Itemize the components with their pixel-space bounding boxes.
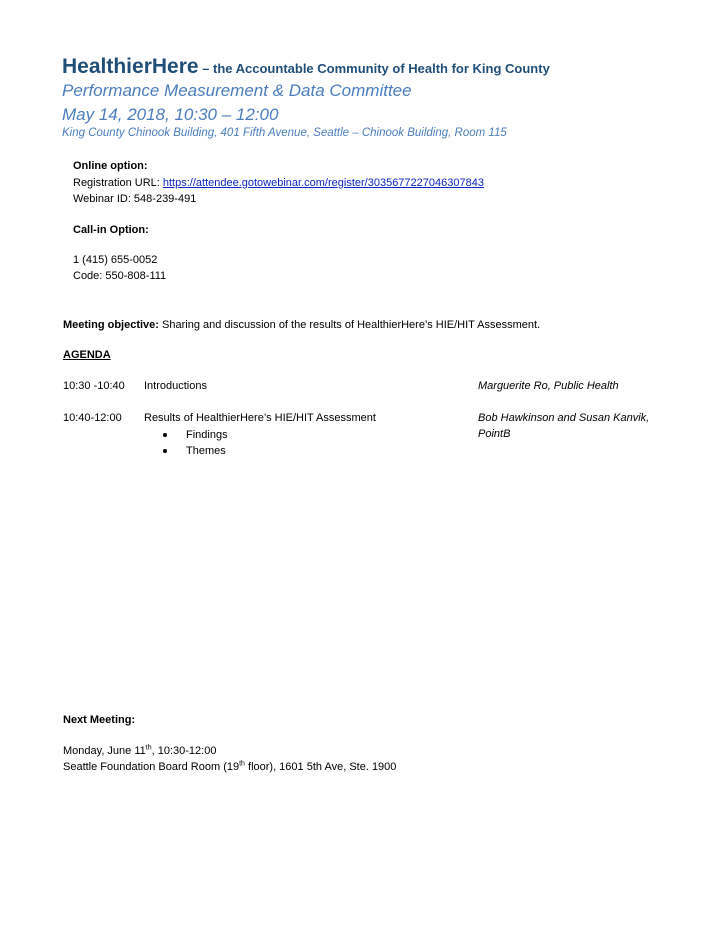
agenda-subitem: Themes	[186, 445, 226, 457]
registration-url-link[interactable]: https://attendee.gotowebinar.com/register/3035677227046307843	[162, 177, 484, 189]
next-meeting-date	[63, 744, 216, 758]
committee-name: Performance Measurement & Data Committee	[62, 81, 412, 100]
registration-line	[73, 176, 484, 190]
agenda-heading: AGENDA	[63, 349, 111, 361]
meeting-datetime: May 14, 2018, 10:30 – 12:00	[62, 105, 279, 124]
meeting-objective	[63, 318, 540, 332]
registration-label: Registration URL:	[73, 177, 163, 189]
callin-code: Code: 550-808-111	[73, 270, 167, 282]
agenda-item-presenter: Bob Hawkinson and Susan Kanvik,	[478, 412, 650, 424]
page-title	[62, 55, 550, 79]
next-meeting-place-suffix: floor), 1601 5th Ave, Ste. 1900	[244, 761, 397, 773]
title-subtitle: – the Accountable Community of Health for King County	[198, 61, 550, 76]
webinar-id: Webinar ID: 548-239-491	[73, 193, 197, 205]
next-meeting-time: , 10:30-12:00	[151, 745, 217, 757]
agenda-item-topic: Introductions	[144, 380, 207, 392]
meeting-location: King County Chinook Building, 401 Fifth Avenue, Seattle – Chinook Building, Room 115	[62, 127, 507, 139]
callin-phone: 1 (415) 655-0052	[73, 254, 158, 266]
brand-name: HealthierHere	[62, 55, 199, 78]
next-meeting-date-prefix: Monday, June 11	[63, 745, 146, 757]
objective-label: Meeting objective:	[63, 319, 159, 331]
agenda-item-time: 10:40-12:00	[63, 412, 122, 424]
online-option-heading: Online option:	[73, 160, 148, 172]
bullet-icon	[163, 433, 167, 437]
agenda-item-presenter: Marguerite Ro, Public Health	[478, 380, 619, 392]
agenda-subitem: Findings	[186, 429, 228, 441]
agenda-item-time: 10:30 -10:40	[63, 380, 125, 392]
ordinal-suffix: th	[145, 744, 152, 752]
callin-option-heading: Call-in Option:	[73, 224, 149, 236]
bullet-icon	[163, 449, 167, 453]
next-meeting-heading: Next Meeting:	[63, 714, 136, 726]
agenda-item-topic: Results of HealthierHere’s HIE/HIT Assessment	[144, 412, 376, 424]
ordinal-suffix: th	[239, 760, 245, 768]
agenda-item-presenter-org: PointB	[478, 428, 511, 440]
next-meeting-location	[63, 760, 396, 774]
objective-text: Sharing and discussion of the results of HealthierHere’s HIE/HIT Assessment.	[158, 319, 541, 331]
next-meeting-place-prefix: Seattle Foundation Board Room (19	[63, 761, 240, 773]
